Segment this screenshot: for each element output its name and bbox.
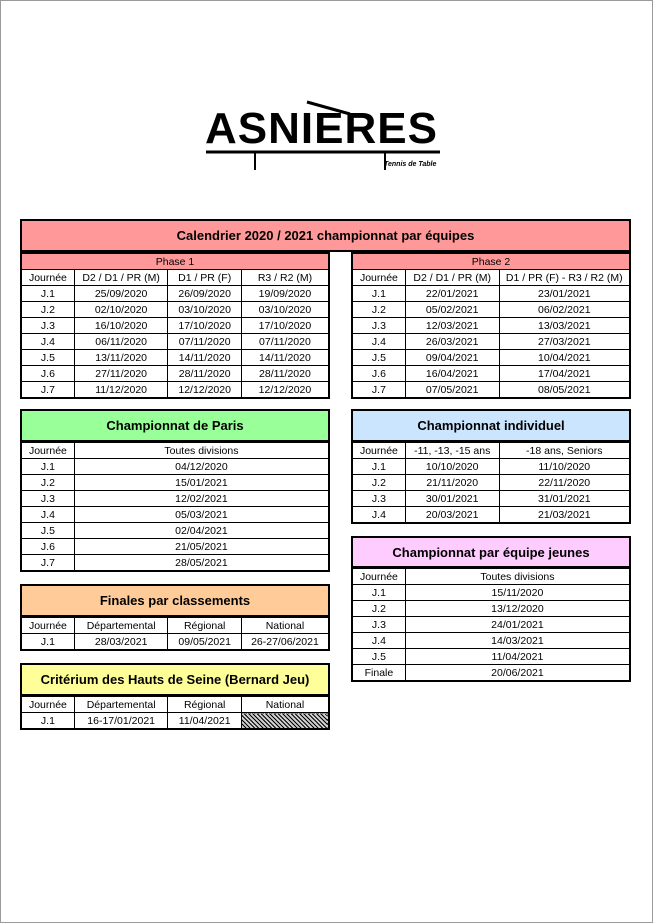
table-header-row: [352, 443, 630, 459]
table-row: [352, 585, 630, 601]
journee-cell: J.5: [352, 649, 405, 665]
table-row: [352, 350, 630, 366]
journee-cell: J.3: [21, 318, 74, 334]
table-row: [352, 665, 630, 682]
date-cell: 27/11/2020: [74, 366, 168, 382]
date-cell: 10/10/2020: [405, 459, 499, 475]
journee-cell: J.2: [21, 475, 74, 491]
date-cell: 07/05/2021: [405, 382, 499, 399]
date-cell: 14/11/2020: [168, 350, 241, 366]
journee-cell: J.6: [21, 366, 74, 382]
journee-cell: J.2: [21, 302, 74, 318]
table-row: [352, 491, 630, 507]
journee-cell: J.3: [352, 491, 405, 507]
phase2-table-block: [351, 252, 631, 399]
table-row: [21, 539, 329, 555]
column-header: Départemental: [74, 697, 168, 713]
column-header: R3 / R2 (M): [241, 270, 329, 286]
jeunes-table: [351, 568, 631, 682]
table-row: [21, 713, 329, 730]
date-cell: 26/09/2020: [168, 286, 241, 302]
date-cell: 23/01/2021: [499, 286, 630, 302]
logo-wordmark: ASNIERES: [205, 104, 438, 153]
date-cell: 26-27/06/2021: [241, 634, 329, 651]
jeunes-section: [351, 536, 631, 682]
date-cell: 22/01/2021: [405, 286, 499, 302]
date-cell: 30/01/2021: [405, 491, 499, 507]
table-row: [21, 523, 329, 539]
journee-cell: J.3: [21, 491, 74, 507]
date-cell: 11/12/2020: [74, 382, 168, 399]
table-header-row: [21, 270, 329, 286]
table-row: [21, 382, 329, 399]
date-cell: 02/10/2020: [74, 302, 168, 318]
date-cell: 03/10/2020: [241, 302, 329, 318]
table-row: [21, 459, 329, 475]
column-header: D1 / PR (F) - R3 / R2 (M): [499, 270, 630, 286]
table-row: [352, 318, 630, 334]
date-cell: 15/11/2020: [405, 585, 630, 601]
table-row: [352, 459, 630, 475]
table-row: [21, 350, 329, 366]
journee-cell: J.7: [21, 555, 74, 572]
table-header-row: [352, 569, 630, 585]
date-cell: 07/11/2020: [168, 334, 241, 350]
date-cell: 17/10/2020: [241, 318, 329, 334]
table-row: [21, 555, 329, 572]
date-cell: 20/03/2021: [405, 507, 499, 524]
journee-cell: J.1: [21, 634, 74, 651]
logo-subtitle: Tennis de Table: [384, 161, 437, 168]
date-cell: 31/01/2021: [499, 491, 630, 507]
table-row: [21, 334, 329, 350]
phase1-table: [20, 252, 330, 399]
table-header-row: [352, 270, 630, 286]
date-cell: 17/04/2021: [499, 366, 630, 382]
journee-cell: J.3: [352, 318, 405, 334]
individuel-section: [351, 409, 631, 524]
table-row: [352, 475, 630, 491]
date-cell: 05/02/2021: [405, 302, 499, 318]
finales-title: Finales par classements: [20, 584, 330, 617]
journee-cell: J.1: [21, 286, 74, 302]
phase2-label: Phase 2: [352, 253, 630, 270]
date-cell: 28/05/2021: [74, 555, 329, 572]
date-cell: 06/02/2021: [499, 302, 630, 318]
date-cell: 22/11/2020: [499, 475, 630, 491]
journee-cell: J.2: [352, 475, 405, 491]
finales-table: [20, 617, 330, 651]
table-row: [352, 633, 630, 649]
phase2-table: [351, 252, 631, 399]
criterium-section: [20, 663, 330, 730]
column-header: Toutes divisions: [405, 569, 630, 585]
date-cell: 21/05/2021: [74, 539, 329, 555]
date-cell: 11/04/2021: [405, 649, 630, 665]
table-row: [21, 302, 329, 318]
table-header-row: [21, 697, 329, 713]
column-header: D1 / PR (F): [168, 270, 241, 286]
table-row: [21, 491, 329, 507]
column-header: D2 / D1 / PR (M): [74, 270, 168, 286]
journee-cell: J.3: [352, 617, 405, 633]
journee-cell: J.1: [352, 286, 405, 302]
date-cell: 26/03/2021: [405, 334, 499, 350]
table-row: [21, 318, 329, 334]
table-row: [352, 507, 630, 524]
journee-cell: J.4: [21, 507, 74, 523]
date-cell: 13/03/2021: [499, 318, 630, 334]
date-cell: 12/02/2021: [74, 491, 329, 507]
journee-cell: J.2: [352, 601, 405, 617]
paris-title: Championnat de Paris: [20, 409, 330, 442]
date-cell: 28/11/2020: [168, 366, 241, 382]
column-header: Journée: [352, 443, 405, 459]
journee-cell: J.1: [21, 713, 74, 730]
table-row: [21, 366, 329, 382]
date-cell: 24/01/2021: [405, 617, 630, 633]
date-cell: 11/04/2021: [168, 713, 241, 730]
journee-cell: J.5: [21, 523, 74, 539]
column-header: D2 / D1 / PR (M): [405, 270, 499, 286]
date-cell: 08/05/2021: [499, 382, 630, 399]
journee-cell: J.4: [352, 633, 405, 649]
date-cell: 27/03/2021: [499, 334, 630, 350]
date-cell: 05/03/2021: [74, 507, 329, 523]
phase1-label: Phase 1: [21, 253, 329, 270]
equipes-title: Calendrier 2020 / 2021 championnat par équipes: [20, 219, 631, 252]
date-cell: 14/11/2020: [241, 350, 329, 366]
phase1-table-block: [20, 252, 330, 399]
date-cell: 13/11/2020: [74, 350, 168, 366]
table-row: [352, 286, 630, 302]
table-row: [352, 334, 630, 350]
jeunes-title: Championnat par équipe jeunes: [351, 536, 631, 568]
date-cell: 21/11/2020: [405, 475, 499, 491]
column-header: Journée: [21, 443, 74, 459]
journee-cell: J.5: [352, 350, 405, 366]
date-cell: 06/11/2020: [74, 334, 168, 350]
column-header: National: [241, 697, 329, 713]
table-row: [352, 302, 630, 318]
journee-cell: J.4: [21, 334, 74, 350]
date-cell: 09/04/2021: [405, 350, 499, 366]
column-header: Journée: [352, 270, 405, 286]
finales-section: [20, 584, 330, 651]
date-cell: 20/06/2021: [405, 665, 630, 682]
table-row: [352, 382, 630, 399]
column-header: Départemental: [74, 618, 168, 634]
date-cell: 28/11/2020: [241, 366, 329, 382]
column-header: Régional: [168, 618, 241, 634]
date-cell: 12/03/2021: [405, 318, 499, 334]
date-cell: 15/01/2021: [74, 475, 329, 491]
journee-cell: J.4: [352, 334, 405, 350]
individuel-table: [351, 442, 631, 524]
journee-cell: J.4: [352, 507, 405, 524]
criterium-table: [20, 696, 330, 730]
column-header: Journée: [352, 569, 405, 585]
paris-table: [20, 442, 330, 572]
journee-cell: Finale: [352, 665, 405, 682]
date-cell: 14/03/2021: [405, 633, 630, 649]
club-logo: [200, 90, 450, 180]
journee-cell: J.6: [21, 539, 74, 555]
table-row: [21, 507, 329, 523]
journee-cell: J.1: [21, 459, 74, 475]
column-header: National: [241, 618, 329, 634]
column-header: Toutes divisions: [74, 443, 329, 459]
date-cell: 02/04/2021: [74, 523, 329, 539]
date-cell: 25/09/2020: [74, 286, 168, 302]
journee-cell: J.1: [352, 459, 405, 475]
table-header-row: [21, 443, 329, 459]
date-cell: 16/10/2020: [74, 318, 168, 334]
date-cell: 09/05/2021: [168, 634, 241, 651]
column-header: Régional: [168, 697, 241, 713]
column-header: -18 ans, Seniors: [499, 443, 630, 459]
date-cell: 10/04/2021: [499, 350, 630, 366]
table-row: [352, 649, 630, 665]
date-cell: 12/12/2020: [168, 382, 241, 399]
journee-cell: J.6: [352, 366, 405, 382]
column-header: Journée: [21, 697, 74, 713]
table-row: [21, 634, 329, 651]
table-row: [21, 475, 329, 491]
column-header: Journée: [21, 270, 74, 286]
date-cell: 04/12/2020: [74, 459, 329, 475]
date-cell: 07/11/2020: [241, 334, 329, 350]
journee-cell: J.1: [352, 585, 405, 601]
column-header: Journée: [21, 618, 74, 634]
date-cell: 21/03/2021: [499, 507, 630, 524]
date-cell: 28/03/2021: [74, 634, 168, 651]
journee-cell: J.5: [21, 350, 74, 366]
table-row: [352, 617, 630, 633]
table-row: [352, 366, 630, 382]
date-cell: 17/10/2020: [168, 318, 241, 334]
date-cell: 16-17/01/2021: [74, 713, 168, 730]
table-row: [21, 286, 329, 302]
date-cell: 12/12/2020: [241, 382, 329, 399]
date-cell: 11/10/2020: [499, 459, 630, 475]
equipes-section: [20, 219, 631, 252]
date-cell: 16/04/2021: [405, 366, 499, 382]
column-header: -11, -13, -15 ans: [405, 443, 499, 459]
date-cell: [241, 713, 329, 730]
journee-cell: J.2: [352, 302, 405, 318]
journee-cell: J.7: [352, 382, 405, 399]
table-row: [352, 601, 630, 617]
date-cell: 03/10/2020: [168, 302, 241, 318]
journee-cell: J.7: [21, 382, 74, 399]
date-cell: 13/12/2020: [405, 601, 630, 617]
criterium-title: Critérium des Hauts de Seine (Bernard Jeu): [20, 663, 330, 696]
individuel-title: Championnat individuel: [351, 409, 631, 442]
date-cell: 19/09/2020: [241, 286, 329, 302]
paris-section: [20, 409, 330, 572]
table-header-row: [21, 618, 329, 634]
